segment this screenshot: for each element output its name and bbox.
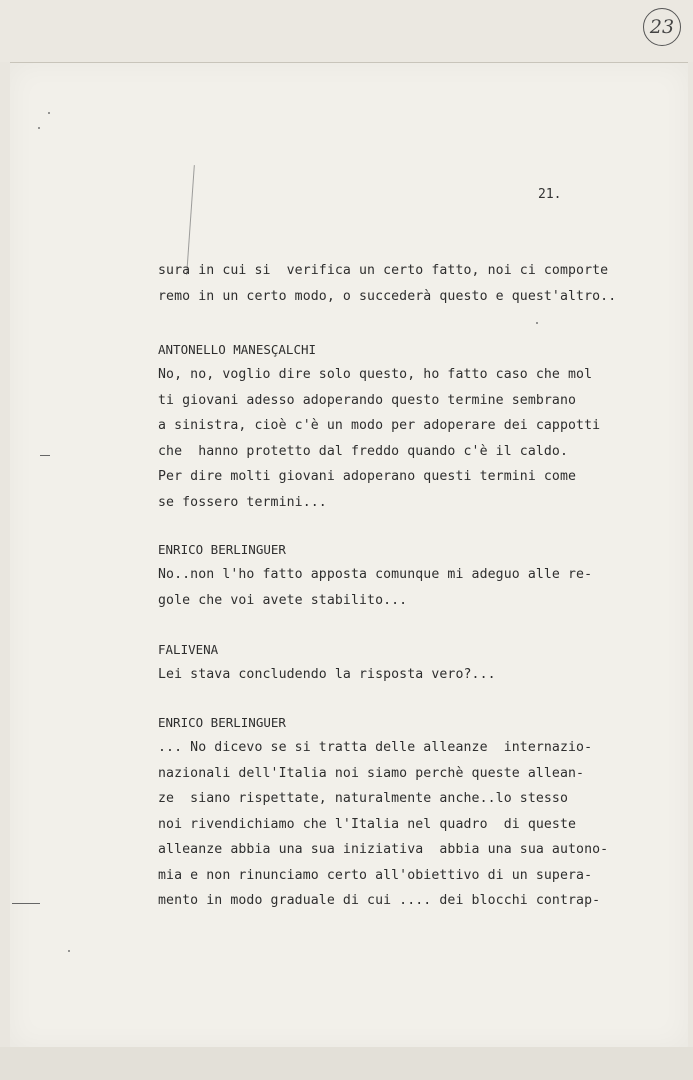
text-line: Per dire molti giovani adoperano questi termini come — [158, 469, 577, 484]
archive-page-stamp — [643, 8, 681, 46]
paper-speck — [38, 127, 40, 129]
dialogue-block — [158, 710, 628, 914]
archive-page-stamp-number: 23 — [649, 16, 675, 38]
text-line: nazionali dell'Italia noi siamo perchè queste allean- — [158, 765, 585, 781]
text-line: che hanno protetto dal freddo quando c'è il caldo. — [158, 443, 569, 459]
paper-speck — [536, 322, 538, 324]
speaker-name: ANTONELLO MANESÇALCHI — [158, 342, 317, 357]
margin-dash-mark — [12, 903, 40, 904]
margin-dash-mark — [40, 455, 50, 456]
speaker-name: ENRICO BERLINGUER — [158, 542, 286, 557]
page-number: 21. — [538, 187, 562, 202]
text-line: ... No dicevo se si tratta delle alleanze internazio- — [158, 740, 593, 755]
scan-top-margin — [0, 0, 693, 62]
text-line: ti giovani adesso adoperando questo termine sembrano — [158, 392, 577, 408]
scan-bottom-margin — [0, 1047, 693, 1080]
text-line: alleanze abbia una sua iniziativa abbia una sua autono- — [158, 842, 609, 857]
text-line: No, no, voglio dire solo questo, ho fatto caso che mol — [158, 367, 593, 382]
text-line: a sinistra, cioè c'è un modo per adoperare dei cappotti — [158, 418, 601, 433]
text-line: sura in cui si verifica un certo fatto, noi ci comporte — [158, 263, 609, 278]
paper-speck — [48, 112, 50, 114]
text-line: Lei stava concludendo la risposta vero?... — [158, 667, 496, 682]
text-line: se fossero termini... — [158, 494, 327, 510]
text-line: remo in un certo modo, o succederà questo e quest'altro.. — [158, 288, 617, 304]
text-line: No..non l'ho fatto apposta comunque mi adeguo alle re- — [158, 567, 593, 582]
speaker-name: ENRICO BERLINGUER — [158, 715, 286, 730]
text-line: ze siano rispettate, naturalmente anche..lo stesso — [158, 791, 569, 806]
paper-speck — [68, 950, 70, 952]
text-line: gole che voi avete stabilito... — [158, 592, 408, 608]
text-line: mento in modo graduale di cui .... dei blocchi contrap- — [158, 893, 601, 908]
text-line: noi rivendichiamo che l'Italia nel quadro di queste — [158, 816, 577, 832]
dialogue-block — [158, 337, 628, 515]
text-line: mia e non rinunciamo certo all'obiettivo di un supera- — [158, 867, 593, 883]
dialogue-block — [158, 537, 628, 613]
dialogue-block — [158, 637, 628, 688]
intro-paragraph — [158, 258, 628, 309]
speaker-name: FALIVENA — [158, 642, 219, 657]
